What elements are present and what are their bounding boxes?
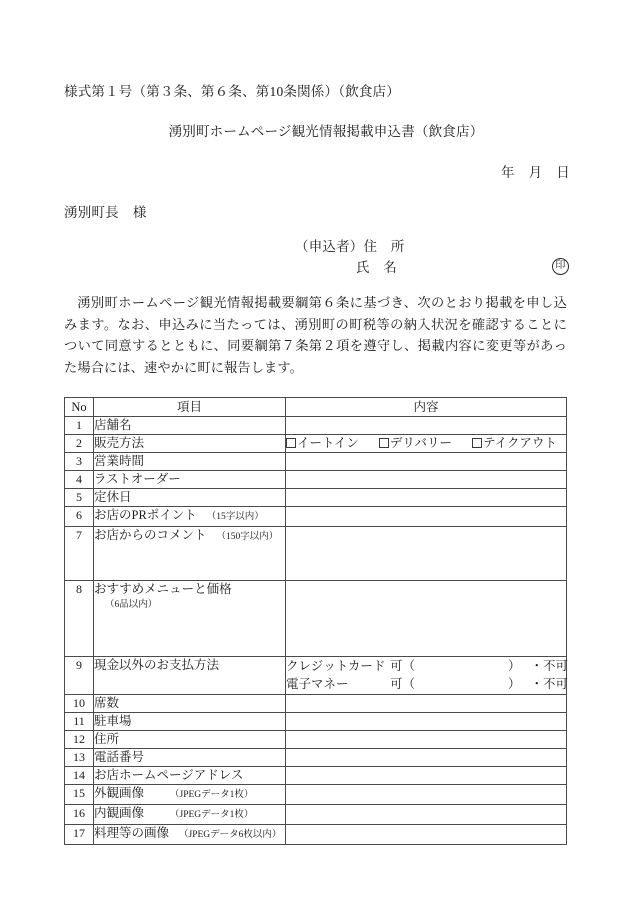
payment-separator: ・ bbox=[530, 677, 544, 691]
application-table bbox=[64, 397, 567, 845]
row-value-field[interactable] bbox=[286, 825, 567, 845]
row-number: 4 bbox=[65, 471, 94, 489]
row-item-label: 販売方法 bbox=[94, 435, 286, 453]
table-row bbox=[65, 805, 567, 825]
row-value-field[interactable] bbox=[286, 417, 567, 435]
table-row bbox=[65, 713, 567, 731]
table-row bbox=[65, 785, 567, 805]
body-paragraph-text: 湧別町ホームページ観光情報掲載要綱第６条に基づき、次のとおり掲載を申し込みます。なお、申込みに当たっては、湧別町の町税等の納入状況を確認することについて同意するとともに、同要綱第７条第２項を遵守し、掲載内容に変更等があった場合には、速やかに町に報告します。 bbox=[64, 295, 567, 375]
row-number: 9 bbox=[65, 657, 94, 695]
header-item: 項目 bbox=[94, 398, 286, 417]
header-no: No bbox=[65, 398, 94, 417]
seal-icon: 印 bbox=[552, 258, 569, 275]
table-row bbox=[65, 657, 567, 695]
payment-line-e-money[interactable] bbox=[286, 675, 569, 693]
row-item-label bbox=[94, 507, 286, 527]
row-value-field[interactable] bbox=[286, 507, 567, 527]
row-value-field[interactable] bbox=[286, 489, 567, 507]
row-item-label: お店ホームページアドレス bbox=[94, 767, 286, 785]
checkbox-label: デリバリー bbox=[389, 436, 453, 450]
row-item-subnote: （6品以内） bbox=[105, 600, 158, 610]
row-item-label bbox=[94, 581, 286, 657]
checkbox-label: テイクアウト bbox=[483, 436, 557, 450]
table-row bbox=[65, 527, 567, 581]
row-number: 11 bbox=[65, 713, 94, 731]
date-year-label: 年 bbox=[500, 165, 515, 180]
row-value-field[interactable] bbox=[286, 581, 567, 657]
table-row bbox=[65, 489, 567, 507]
checkbox-icon[interactable] bbox=[472, 438, 482, 448]
row-item-note: （JPEGデータ6枚以内） bbox=[179, 830, 282, 840]
table-row bbox=[65, 731, 567, 749]
row-item-label bbox=[94, 785, 286, 805]
row-number: 8 bbox=[65, 581, 94, 657]
checkbox-option-delivery[interactable] bbox=[379, 435, 452, 452]
row-item-label: 現金以外のお支払方法 bbox=[94, 657, 286, 695]
row-item-note: （150字以内） bbox=[216, 532, 279, 542]
payment-available-open: 可（ bbox=[390, 659, 416, 673]
row-number: 5 bbox=[65, 489, 94, 507]
row-value-field[interactable] bbox=[286, 805, 567, 825]
date-month-label: 月 bbox=[528, 165, 543, 180]
row-item-label: ラストオーダー bbox=[94, 471, 286, 489]
row-item-label: 営業時間 bbox=[94, 453, 286, 471]
row-number: 12 bbox=[65, 731, 94, 749]
payment-label: クレジットカード bbox=[286, 659, 386, 673]
table-row bbox=[65, 581, 567, 657]
form-code-label: 様式第１号（第３条、第６条、第10条関係）（飲食店） bbox=[64, 84, 400, 99]
table-row bbox=[65, 453, 567, 471]
table-row bbox=[65, 435, 567, 453]
row-number: 7 bbox=[65, 527, 94, 581]
row-value-field[interactable] bbox=[286, 713, 567, 731]
addressee-line bbox=[64, 201, 147, 221]
row-item-label: 店舗名 bbox=[94, 417, 286, 435]
payment-unavailable[interactable]: 不可 bbox=[543, 677, 569, 691]
row-number: 3 bbox=[65, 453, 94, 471]
row-item-note: （JPEGデータ1枚） bbox=[170, 810, 254, 820]
payment-line-credit-card[interactable] bbox=[286, 657, 569, 675]
sales-method-options[interactable] bbox=[286, 435, 567, 453]
payment-available-open: 可（ bbox=[390, 677, 416, 691]
payment-method-options[interactable] bbox=[286, 657, 567, 695]
addressee-honorific: 様 bbox=[132, 205, 147, 220]
row-item-text: お店のPRポイント bbox=[94, 508, 197, 522]
date-day-label: 日 bbox=[556, 165, 570, 180]
row-number: 2 bbox=[65, 435, 94, 453]
row-item-text: 内観画像 bbox=[94, 806, 145, 820]
date-line bbox=[501, 161, 570, 181]
row-value-field[interactable] bbox=[286, 785, 567, 805]
payment-available-close: ） bbox=[508, 659, 521, 673]
applicant-address-row bbox=[295, 236, 405, 257]
row-item-label bbox=[94, 527, 286, 581]
row-number: 13 bbox=[65, 749, 94, 767]
table-body bbox=[65, 417, 567, 845]
table-row bbox=[65, 749, 567, 767]
row-number: 10 bbox=[65, 695, 94, 713]
row-item-text: 外観画像 bbox=[94, 786, 145, 800]
row-item-note: （15字以内） bbox=[206, 512, 264, 522]
row-value-field[interactable] bbox=[286, 453, 567, 471]
row-number: 14 bbox=[65, 767, 94, 785]
row-item-label bbox=[94, 825, 286, 845]
row-item-note: （JPEGデータ1枚） bbox=[170, 790, 254, 800]
row-item-label: 席数 bbox=[94, 695, 286, 713]
applicant-block bbox=[295, 236, 566, 278]
applicant-name-row bbox=[295, 257, 566, 278]
payment-unavailable[interactable]: 不可 bbox=[543, 659, 569, 673]
checkbox-icon[interactable] bbox=[379, 438, 389, 448]
row-value-field[interactable] bbox=[286, 471, 567, 489]
payment-label: 電子マネー bbox=[286, 677, 349, 691]
row-value-field[interactable] bbox=[286, 695, 567, 713]
row-number: 6 bbox=[65, 507, 94, 527]
table-header-row bbox=[65, 398, 567, 417]
applicant-address-label: 住 所 bbox=[363, 239, 405, 254]
payment-available-close: ） bbox=[508, 677, 521, 691]
addressee-name: 湧別町長 bbox=[64, 205, 119, 220]
row-number: 16 bbox=[65, 805, 94, 825]
row-item-text: おすすめメニューと価格 bbox=[94, 582, 232, 596]
checkbox-label: イートイン bbox=[297, 436, 359, 450]
row-value-field[interactable] bbox=[286, 731, 567, 749]
applicant-lead-label: （申込者） bbox=[295, 239, 364, 254]
row-item-label: 電話番号 bbox=[94, 749, 286, 767]
row-item-text: 料理等の画像 bbox=[94, 826, 170, 840]
row-item-label: 定休日 bbox=[94, 489, 286, 507]
checkbox-icon[interactable] bbox=[286, 438, 296, 448]
row-item-label: 住所 bbox=[94, 731, 286, 749]
table-row bbox=[65, 825, 567, 845]
applicant-name-label: 氏 名 bbox=[356, 260, 398, 275]
row-item-text: お店からのコメント bbox=[94, 528, 207, 542]
table-row bbox=[65, 417, 567, 435]
document-title: 湧別町ホームページ観光情報掲載申込書（飲食店） bbox=[168, 124, 484, 139]
row-number: 1 bbox=[65, 417, 94, 435]
body-paragraph bbox=[64, 292, 567, 378]
table-row bbox=[65, 695, 567, 713]
table-row bbox=[65, 471, 567, 489]
payment-separator: ・ bbox=[530, 659, 544, 673]
table-row bbox=[65, 767, 567, 785]
row-value-field[interactable] bbox=[286, 527, 567, 581]
header-content: 内容 bbox=[286, 398, 567, 417]
row-value-field[interactable] bbox=[286, 767, 567, 785]
row-value-field[interactable] bbox=[286, 749, 567, 767]
table-row bbox=[65, 507, 567, 527]
checkbox-option-eat-in[interactable] bbox=[286, 435, 359, 452]
row-item-label: 駐車場 bbox=[94, 713, 286, 731]
row-number: 15 bbox=[65, 785, 94, 805]
checkbox-option-takeout[interactable] bbox=[472, 435, 557, 452]
row-item-label bbox=[94, 805, 286, 825]
row-number: 17 bbox=[65, 825, 94, 845]
